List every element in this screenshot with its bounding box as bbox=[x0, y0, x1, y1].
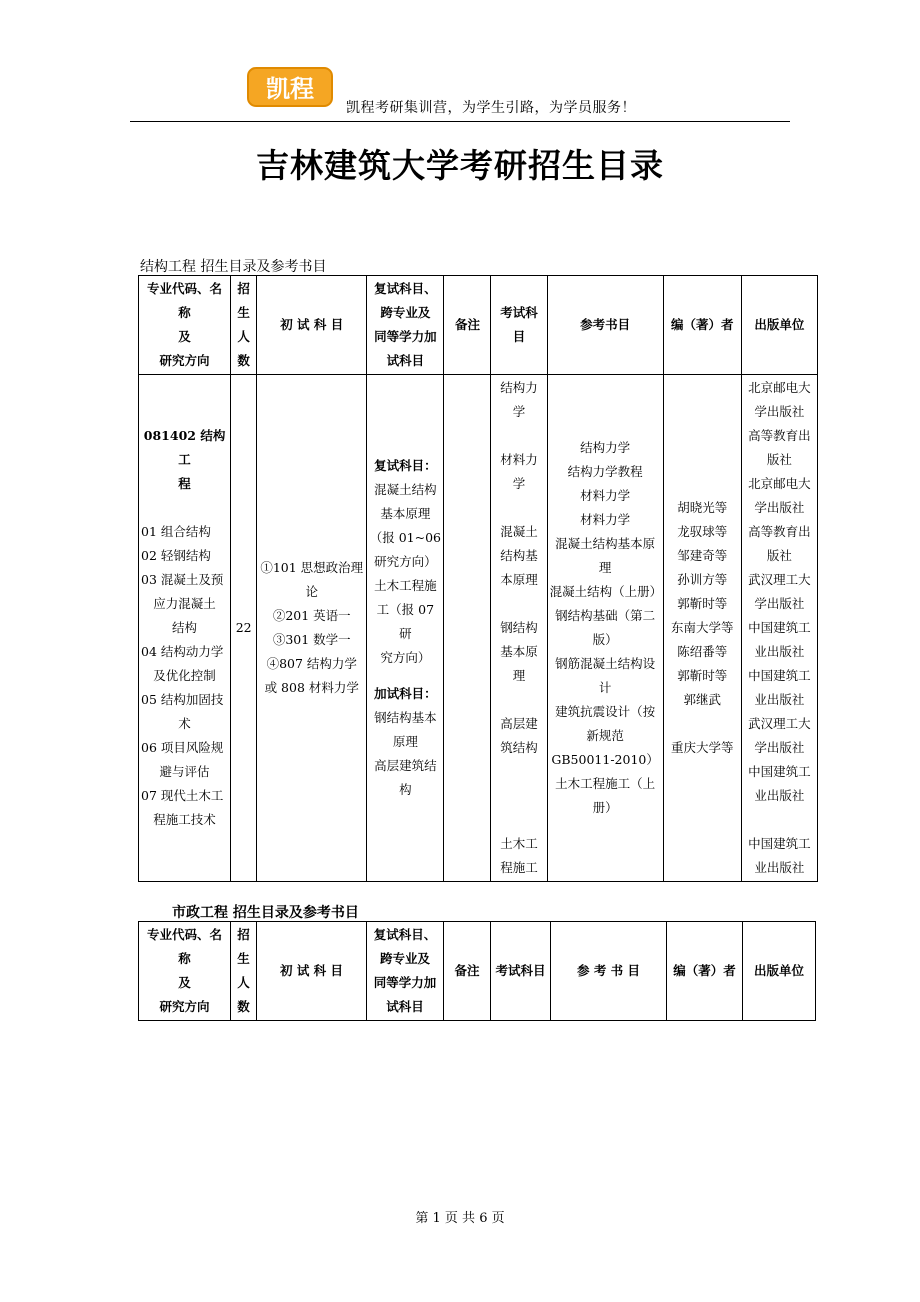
book-author: 东南大学等 bbox=[671, 620, 734, 635]
slogan: 凯程考研集训营，为学生引路，为学员服务！ bbox=[346, 100, 636, 116]
book-author: 郭靳时等 bbox=[677, 668, 728, 683]
cell-major bbox=[139, 375, 231, 882]
table-row bbox=[139, 375, 818, 882]
page-footer: 第 1 页 共 6 页 bbox=[415, 1211, 505, 1226]
reference-book: 版） bbox=[592, 632, 618, 647]
retest-subject: 究方向） bbox=[380, 650, 431, 665]
header-code-line: 及 bbox=[178, 975, 191, 990]
research-direction: 避与评估 bbox=[159, 764, 210, 779]
header-count-char: 数 bbox=[237, 353, 250, 368]
reference-book: 结构力学教程 bbox=[567, 464, 643, 479]
header-count-char: 人 bbox=[237, 329, 250, 344]
header-publisher: 出版单位 bbox=[743, 922, 816, 1021]
book-publisher: 高等教育出 bbox=[748, 524, 811, 539]
exam-subject: 高层建 bbox=[500, 716, 538, 731]
header-count-char: 招 bbox=[237, 927, 250, 942]
header-retest-line: 复试科目、 bbox=[373, 927, 437, 942]
reference-book: 建筑抗震设计（按 bbox=[555, 704, 656, 719]
header-retest-line: 同等学力加 bbox=[374, 329, 437, 344]
exam-subject: 学 bbox=[512, 476, 526, 491]
header-notes: 备注 bbox=[444, 922, 491, 1021]
section1-table bbox=[138, 275, 818, 882]
book-publisher: 中国建筑工 bbox=[748, 668, 811, 683]
reference-book: 钢筋混凝土结构设 bbox=[555, 656, 656, 671]
exam-subject: 土木工 bbox=[500, 836, 538, 851]
book-publisher: 学出版社 bbox=[754, 596, 805, 611]
extra-subject: 高层建筑结 bbox=[374, 758, 437, 773]
book-publisher: 武汉理工大 bbox=[748, 716, 811, 731]
exam-subject: 筑结构 bbox=[500, 740, 538, 755]
book-publisher: 中国建筑工 bbox=[748, 836, 811, 851]
table-header-row bbox=[139, 922, 816, 1021]
section2-caption: 市政工程 招生目录及参考书目 bbox=[172, 905, 359, 921]
research-direction: 07 现代土木工 bbox=[141, 788, 224, 803]
initial-subject: ③301 数学一 bbox=[272, 632, 351, 647]
exam-subject: 程施工 bbox=[500, 860, 538, 875]
extra-subject: 原理 bbox=[392, 734, 418, 749]
cell-initial-subjects bbox=[257, 375, 367, 882]
header-exam-line: 目 bbox=[512, 329, 526, 344]
retest-subject: 混凝土结构 bbox=[374, 482, 437, 497]
initial-subject: ②201 英语一 bbox=[272, 608, 351, 623]
exam-subject: 基本原 bbox=[500, 644, 538, 659]
header-count-char: 招 bbox=[237, 281, 250, 296]
research-direction: 结构 bbox=[172, 620, 198, 635]
header-count-char: 人 bbox=[237, 975, 250, 990]
reference-book: 结构力学 bbox=[580, 440, 631, 455]
exam-subject: 理 bbox=[512, 668, 526, 683]
book-publisher: 北京邮电大 bbox=[748, 380, 811, 395]
cell-retest-subjects bbox=[367, 375, 444, 882]
exam-subject: 结构力 bbox=[500, 380, 538, 395]
header-count bbox=[231, 276, 257, 375]
research-direction: 术 bbox=[178, 716, 191, 731]
extra-subject: 构 bbox=[399, 782, 412, 797]
initial-subject: 或 808 材料力学 bbox=[264, 680, 359, 695]
retest-subject: 基本原理 bbox=[380, 506, 431, 521]
header-code bbox=[139, 276, 231, 375]
header-retest-line: 跨专业及 bbox=[380, 305, 431, 320]
book-author bbox=[666, 712, 739, 736]
extra-subject: 钢结构基本 bbox=[374, 710, 437, 725]
header-count bbox=[231, 922, 257, 1021]
initial-subject: ④807 结构力学 bbox=[266, 656, 357, 671]
header-retest-line: 跨专业及 bbox=[379, 951, 430, 966]
header-authors: 编（著）者 bbox=[667, 922, 743, 1021]
book-author: 重庆大学等 bbox=[671, 740, 734, 755]
reference-book: 理 bbox=[598, 560, 612, 575]
header-count-char: 数 bbox=[237, 999, 250, 1014]
header-code-line: 专业代码、名称 bbox=[146, 927, 222, 966]
exam-subject: 学 bbox=[512, 404, 526, 419]
research-direction: 应力混凝土 bbox=[153, 596, 216, 611]
header-authors: 编（著）者 bbox=[663, 276, 741, 375]
initial-subject: 论 bbox=[305, 584, 318, 599]
reference-book: 土木工程施工（上 bbox=[555, 776, 656, 791]
cell-books bbox=[547, 375, 663, 882]
section2-table bbox=[138, 921, 816, 1021]
exam-subject: 钢结构 bbox=[500, 620, 538, 635]
book-publisher: 版社 bbox=[766, 452, 792, 467]
header-code-line: 及 bbox=[178, 329, 191, 344]
exam-subject: 混凝土 bbox=[500, 524, 538, 539]
page-title: 吉林建筑大学考研招生目录 bbox=[256, 146, 664, 185]
book-author: 邹建奇等 bbox=[677, 548, 728, 563]
book-publisher: 中国建筑工 bbox=[748, 620, 811, 635]
retest-subject: （报 01~06 bbox=[369, 530, 441, 545]
exam-subject: 材料力 bbox=[500, 452, 538, 467]
header-retest-line: 复试科目、 bbox=[374, 281, 437, 296]
research-direction: 程施工技术 bbox=[153, 812, 216, 827]
header-exam: 考试科目 bbox=[491, 922, 551, 1021]
header-initial: 初 试 科 目 bbox=[257, 276, 367, 375]
research-direction: 02 轻钢结构 bbox=[141, 548, 211, 563]
cell-count: 22 bbox=[231, 375, 257, 882]
book-publisher: 武汉理工大 bbox=[748, 572, 811, 587]
header-retest-line: 试科目 bbox=[386, 999, 424, 1014]
reference-book: 混凝土结构基本原 bbox=[555, 536, 656, 551]
header-retest-line: 同等学力加 bbox=[373, 975, 437, 990]
header-code bbox=[139, 922, 231, 1021]
book-publisher: 学出版社 bbox=[754, 404, 805, 419]
retest-label: 复试科目： bbox=[374, 458, 437, 473]
reference-book: 材料力学 bbox=[580, 488, 631, 503]
book-author: 陈绍番等 bbox=[677, 644, 728, 659]
reference-book: 新规范 bbox=[586, 728, 624, 743]
extra-label: 加试科目： bbox=[374, 686, 437, 701]
header-count-char: 生 bbox=[237, 305, 250, 320]
book-publisher: 中国建筑工 bbox=[748, 764, 811, 779]
retest-subject: 土木工程施 bbox=[374, 578, 437, 593]
retest-subject: 工（报 07 研 bbox=[376, 602, 435, 641]
header-notes: 备注 bbox=[444, 276, 491, 375]
initial-subject: ①101 思想政治理 bbox=[260, 560, 364, 575]
book-publisher: 高等教育出 bbox=[748, 428, 811, 443]
header-exam bbox=[491, 276, 547, 375]
book-publisher: 业出版社 bbox=[754, 860, 805, 875]
table-header-row bbox=[139, 276, 818, 375]
research-direction: 01 组合结构 bbox=[141, 524, 211, 539]
header-count-char: 生 bbox=[237, 951, 250, 966]
research-direction: 03 混凝土及预 bbox=[141, 572, 224, 587]
reference-book: 材料力学 bbox=[580, 512, 631, 527]
book-publisher: 学出版社 bbox=[754, 500, 805, 515]
book-author: 孙训方等 bbox=[677, 572, 728, 587]
cell-authors bbox=[663, 375, 741, 882]
reference-book: 册） bbox=[592, 800, 618, 815]
book-author: 郭靳时等 bbox=[677, 596, 728, 611]
cell-publishers bbox=[741, 375, 817, 882]
header-books: 参 考 书 目 bbox=[551, 922, 667, 1021]
book-publisher: 业出版社 bbox=[754, 788, 805, 803]
header-divider bbox=[130, 121, 790, 122]
book-author: 郭继武 bbox=[683, 692, 722, 707]
header-exam-line: 考试科 bbox=[500, 305, 538, 320]
header-publisher: 出版单位 bbox=[741, 276, 817, 375]
reference-book: 计 bbox=[598, 680, 612, 695]
book-author: 龙驭球等 bbox=[677, 524, 728, 539]
exam-subject: 本原理 bbox=[500, 572, 538, 587]
header-retest bbox=[367, 922, 444, 1021]
retest-subject: 研究方向） bbox=[374, 554, 437, 569]
kaicheng-logo bbox=[244, 62, 336, 112]
reference-book: GB50011-2010） bbox=[551, 752, 659, 767]
research-direction: 及优化控制 bbox=[153, 668, 216, 683]
reference-book: 混凝土结构（上册） bbox=[549, 584, 663, 599]
research-direction: 06 项目风险规 bbox=[141, 740, 224, 755]
header-code-line: 专业代码、名称 bbox=[147, 281, 223, 320]
research-direction: 04 结构动力学 bbox=[141, 644, 224, 659]
header-books: 参考书目 bbox=[547, 276, 663, 375]
reference-book: 钢结构基础（第二 bbox=[555, 608, 656, 623]
book-publisher: 版社 bbox=[766, 548, 792, 563]
header-retest-line: 试科目 bbox=[386, 353, 425, 368]
research-direction: 05 结构加固技 bbox=[141, 692, 224, 707]
major-code-name: 程 bbox=[178, 476, 191, 491]
book-publisher bbox=[744, 808, 815, 832]
logo-text: 凯程 bbox=[266, 75, 314, 103]
book-author: 胡晓光等 bbox=[677, 500, 728, 515]
exam-subject: 结构基 bbox=[500, 548, 538, 563]
book-publisher: 北京邮电大 bbox=[748, 476, 811, 491]
major-code-name: 081402 结构工 bbox=[143, 428, 226, 467]
header-code-line: 研究方向 bbox=[159, 353, 210, 368]
book-publisher: 业出版社 bbox=[754, 692, 805, 707]
section1-caption: 结构工程 招生目录及参考书目 bbox=[140, 259, 327, 275]
cell-exam-subjects bbox=[491, 375, 547, 882]
header-initial: 初 试 科 目 bbox=[257, 922, 367, 1021]
header-retest bbox=[367, 276, 444, 375]
book-publisher: 学出版社 bbox=[754, 740, 805, 755]
cell-notes bbox=[444, 375, 491, 882]
header-code-line: 研究方向 bbox=[159, 999, 210, 1014]
book-publisher: 业出版社 bbox=[754, 644, 805, 659]
